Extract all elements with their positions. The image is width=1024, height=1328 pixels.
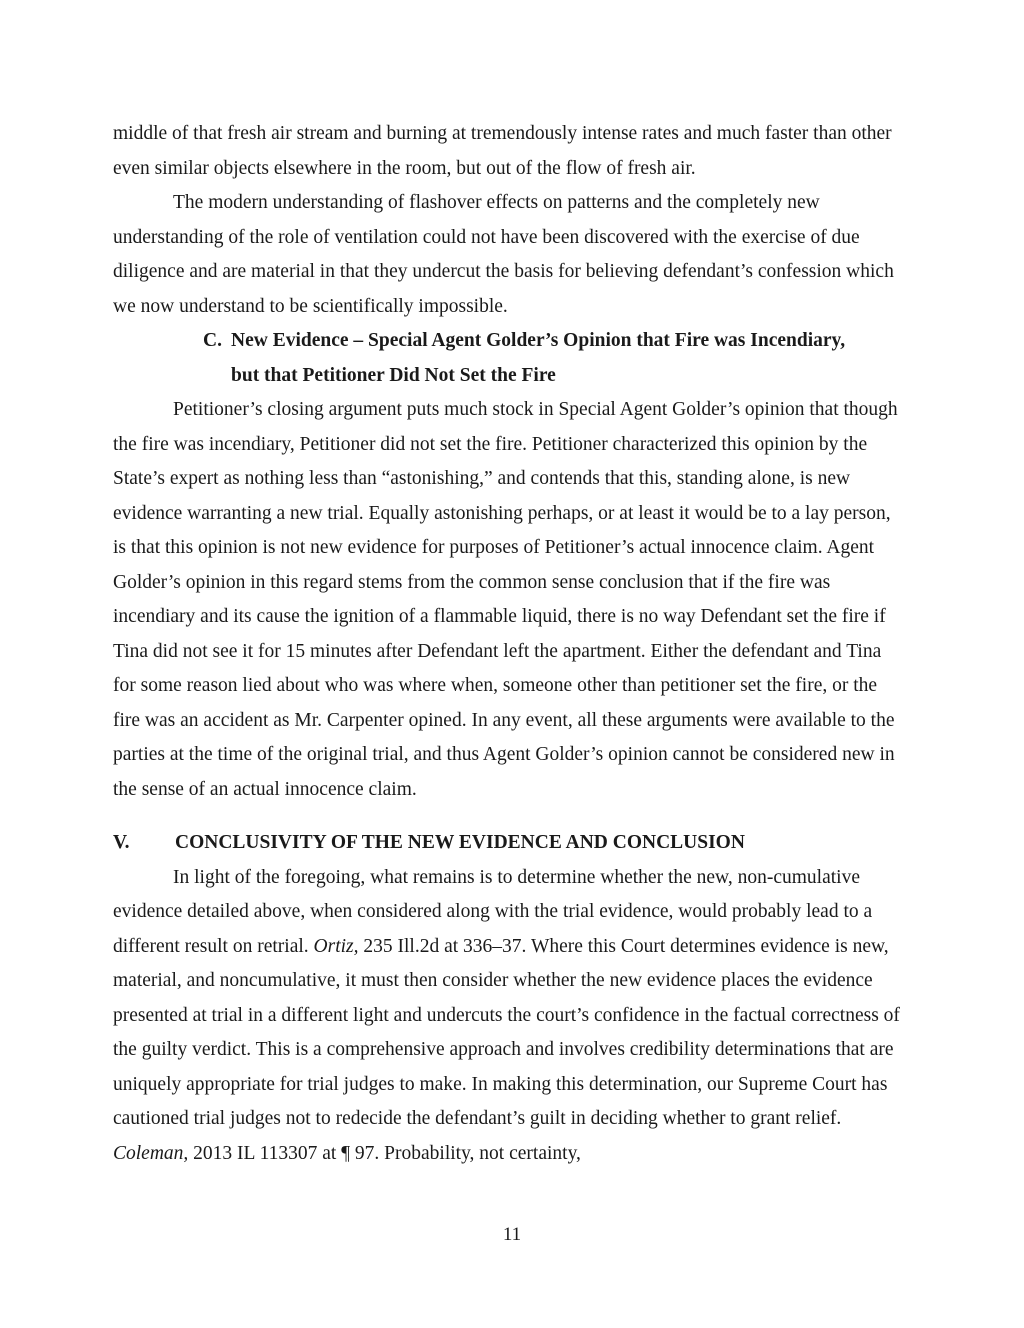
section-v-number: V.: [113, 832, 130, 853]
subsection-c-title-line2: but that Petitioner Did Not Set the Fire: [231, 364, 556, 386]
citation-coleman: Coleman,: [113, 1142, 189, 1164]
page-number: 11: [502, 1224, 522, 1245]
section-v-title: CONCLUSIVITY OF THE NEW EVIDENCE AND CONCLUSION: [175, 832, 745, 853]
subsection-c-body: Petitioner’s closing argument puts much stock in Special Agent Golder’s opinion that though the fire was incendiary, Petitioner did not set the fire. Petitioner characterized this opinion by the State’s expert as nothing less than “astonishing,” and contends that this, standing alone, is new evidence warranting a new trial. Equally astonishing perhaps, or at least it would be to a lay person, is that this opinion is not new evidence for purposes of Petitioner’s actual innocence claim. Agent Golder’s opinion in this regard stems from the common sense conclusion that if the fire was incendiary and its cause the ignition of a flammable liquid, there is no way Defendant set the fire if Tina did not see it for 15 minutes after Defendant left the apartment. Either the defendant and Tina for some reason lied about who was where when, someone other than petitioner set the fire, or the fire was an accident as Mr. Carpenter opined. In any event, all these arguments were available to the parties at the time of the original trial, and thus Agent Golder’s opinion cannot be considered new in the sense of an actual innocence claim.: [113, 399, 898, 800]
section-v-body: [113, 861, 903, 1172]
section-v-heading: [113, 826, 903, 861]
subsection-c-letter: C.: [203, 330, 222, 351]
paragraph-continuation: middle of that fresh air stream and burning at tremendously intense rates and much faster than other even similar objects elsewhere in the room, but out of the flow of fresh air.: [113, 123, 892, 179]
paragraph-flashover: The modern understanding of flashover effects on patterns and the completely new understanding of the role of ventilation could not have been discovered with the exercise of due diligence and are material in that they undercut the basis for believing defendant’s confession which we now understand to be scientifically impossible.: [113, 192, 894, 317]
document-page: [113, 117, 903, 1171]
section-v-text-2: 235 Ill.2d at 336–37. Where this Court determines evidence is new, material, and noncumulative, it must then consider whether the new evidence places the evidence presented at trial in a different light and undercuts the court’s confidence in the factual correctness of the guilty verdict. This is a comprehensive approach and involves credibility determinations that are uniquely appropriate for trial judges to make. In making this determination, our Supreme Court has cautioned trial judges not to redecide the defendant’s guilt in deciding whether to grant relief.: [113, 935, 900, 1129]
subsection-c-heading: [113, 324, 903, 393]
section-v-text-1: In light of the foregoing, what remains is to determine whether the new, non-cumulative evidence detailed above, when considered along with the trial evidence, would probably lead to a different result on retrial.: [113, 866, 873, 957]
subsection-c-title-line1: New Evidence – Special Agent Golder’s Opinion that Fire was Incendiary,: [231, 330, 846, 351]
citation-ortiz: Ortiz,: [313, 935, 359, 957]
section-v-text-3: 2013 IL 113307 at ¶ 97. Probability, not certainty,: [188, 1142, 581, 1164]
